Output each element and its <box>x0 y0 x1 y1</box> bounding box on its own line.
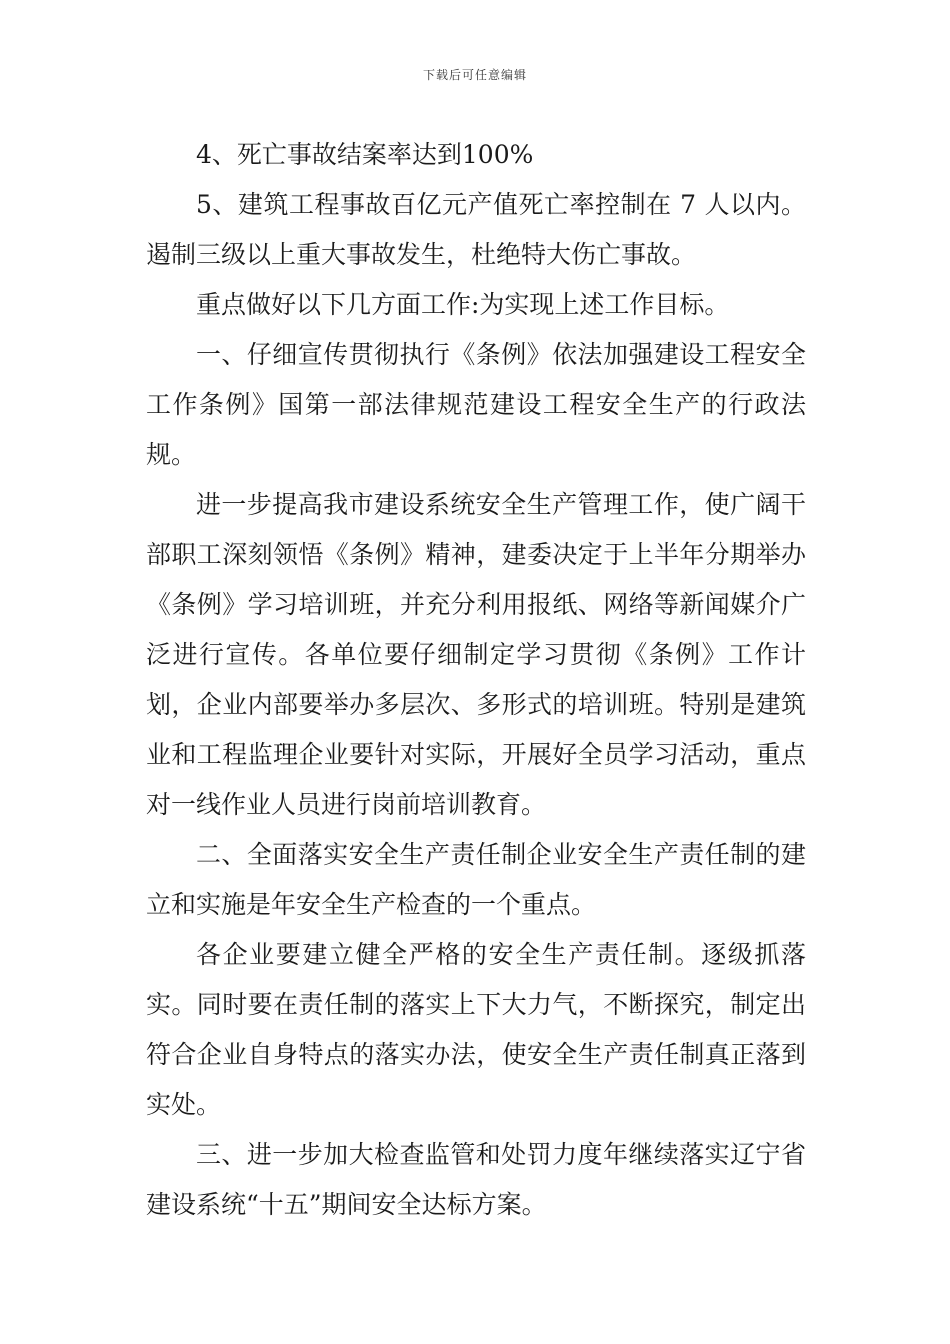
document-body <box>146 130 806 1230</box>
paragraph-section-1-body: 进一步提高我市建设系统安全生产管理工作，使广阔干部职工深刻领悟《条例》精神，建委决定于上半年分期举办《条例》学习培训班，并充分利用报纸、网络等新闻媒介广泛进行宣传。各单位要仔细制定学习贯彻《条例》工作计划，企业内部要举办多层次、多形式的培训班。特别是建筑业和工程监理企业要针对实际，开展好全员学习活动，重点对一线作业人员进行岗前培训教育。 <box>146 490 806 819</box>
page-header-watermark: 下载后可任意编辑 <box>422 68 527 82</box>
paragraph-section-2-body: 各企业要建立健全严格的安全生产责任制。逐级抓落实。同时要在责任制的落实上下大力气，不断探究，制定出符合企业自身特点的落实办法，使安全生产责任制真正落到实处。 <box>146 940 806 1119</box>
paragraph-work-focus: 重点做好以下几方面工作:为实现上述工作目标。 <box>196 290 730 319</box>
paragraph-section-1-heading: 一、仔细宣传贯彻执行《条例》依法加强建设工程安全工作条例》国第一部法律规范建设工程安全生产的行政法规。 <box>146 340 806 469</box>
paragraph-section-2-heading: 二、全面落实安全生产责任制企业安全生产责任制的建立和实施是年安全生产检查的一个重点。 <box>146 840 806 919</box>
paragraph-section-3-heading: 三、进一步加大检查监管和处罚力度年继续落实辽宁省建设系统“十五”期间安全达标方案。 <box>146 1140 806 1219</box>
paragraph-target-4: 4、死亡事故结案率达到100% <box>196 140 534 169</box>
paragraph-target-5: 5、建筑工程事故百亿元产值死亡率控制在 7 人以内。遏制三级以上重大事故发生，杜绝特大伤亡事故。 <box>146 190 806 269</box>
